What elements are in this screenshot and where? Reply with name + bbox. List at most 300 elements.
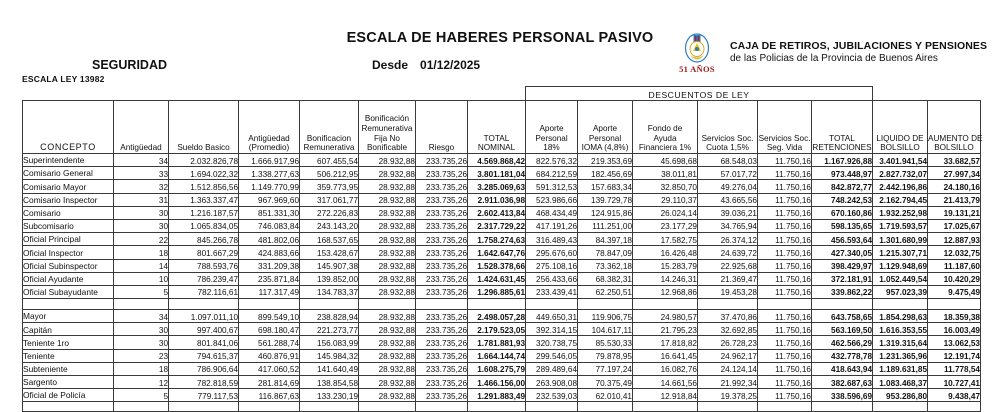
row-fondo-ayuda-financiera: 38.011,81 xyxy=(633,167,698,180)
row-servicios-soc-seg-vida: 11.750,16 xyxy=(758,206,812,219)
row-sueldo-basico: 2.032.826,78 xyxy=(169,154,239,167)
table-row[interactable] xyxy=(23,272,981,285)
logo-years-label: 51 AÑOS xyxy=(679,64,715,74)
row-riesgo: 233.735,26 xyxy=(416,246,468,259)
row-servicios-soc-cuota: 24.962,17 xyxy=(698,349,758,362)
table-row[interactable] xyxy=(23,167,981,180)
row-antiguedad-promedio: 698.180,47 xyxy=(239,323,300,336)
row-sueldo-basico: 786.906,64 xyxy=(169,362,239,375)
spacer-cell xyxy=(578,299,633,310)
row-total-nominal: 1.758.274,63 xyxy=(468,233,526,246)
row-antiguedad-promedio: 561.288,74 xyxy=(239,336,300,349)
row-concepto: Subteniente xyxy=(23,362,114,375)
row-antiguedad-promedio: 1.149.770,99 xyxy=(239,180,300,193)
row-aporte-personal-ioma: 85.530,33 xyxy=(578,336,633,349)
row-sueldo-basico: 1.363.337,47 xyxy=(169,193,239,206)
row-total-retenciones: 563.169,50 xyxy=(812,323,873,336)
row-antiguedad: 30 xyxy=(114,219,169,232)
row-aporte-personal-18: 233.439,41 xyxy=(526,285,578,298)
row-sueldo-basico: 782.818,59 xyxy=(169,376,239,389)
table-row[interactable] xyxy=(23,310,981,323)
row-aporte-personal-ioma: 79.878,95 xyxy=(578,349,633,362)
row-liquido-de-bolsillo: 1.083.468,37 xyxy=(873,376,928,389)
row-aumento-de-bolsillo: 10.420,29 xyxy=(928,272,981,285)
row-sueldo-basico: 1.097.011,10 xyxy=(169,310,239,323)
row-aporte-personal-ioma: 124.915,86 xyxy=(578,206,633,219)
tail-cell xyxy=(23,402,114,412)
row-bonificacion-remunerativa: 272.226,83 xyxy=(300,206,359,219)
row-bonif-fija-no-bonificable: 28.932,88 xyxy=(359,362,416,375)
row-bonificacion-remunerativa: 607.455,54 xyxy=(300,154,359,167)
table-row[interactable] xyxy=(23,336,981,349)
row-antiguedad-promedio: 1.666.917,96 xyxy=(239,154,300,167)
row-total-retenciones: 432.778,78 xyxy=(812,349,873,362)
col-header-antiguedad: Antigüedad xyxy=(114,101,169,154)
row-servicios-soc-cuota: 22.925,68 xyxy=(698,259,758,272)
escala-ley-label: ESCALA LEY 13982 xyxy=(22,74,105,84)
row-total-nominal: 1.291.883,49 xyxy=(468,389,526,402)
row-antiguedad-promedio: 116.867,63 xyxy=(239,389,300,402)
row-bonif-fija-no-bonificable: 28.932,88 xyxy=(359,310,416,323)
row-liquido-de-bolsillo: 1.719.593,57 xyxy=(873,219,928,232)
row-concepto: Oficial Subayudante xyxy=(23,285,114,298)
row-antiguedad: 33 xyxy=(114,167,169,180)
row-servicios-soc-seg-vida: 11.750,16 xyxy=(758,310,812,323)
spacer-cell xyxy=(169,299,239,310)
row-bonif-fija-no-bonificable: 28.932,88 xyxy=(359,180,416,193)
row-bonificacion-remunerativa: 145.984,32 xyxy=(300,349,359,362)
table-row[interactable] xyxy=(23,285,981,298)
organization-name: CAJA DE RETIROS, JUBILACIONES Y PENSIONES xyxy=(730,40,988,52)
row-liquido-de-bolsillo: 1.616.353,55 xyxy=(873,323,928,336)
row-bonificacion-remunerativa: 138.854,58 xyxy=(300,376,359,389)
spacer-cell xyxy=(698,299,758,310)
spacer-cell xyxy=(928,299,981,310)
row-aporte-personal-18: 295.676,60 xyxy=(526,246,578,259)
tail-cell xyxy=(239,402,300,412)
row-riesgo: 233.735,26 xyxy=(416,167,468,180)
row-bonificacion-remunerativa: 168.537,65 xyxy=(300,233,359,246)
row-servicios-soc-cuota: 21.992,34 xyxy=(698,376,758,389)
spacer-cell xyxy=(300,299,359,310)
row-riesgo: 233.735,26 xyxy=(416,272,468,285)
row-antiguedad: 18 xyxy=(114,246,169,259)
table-row[interactable] xyxy=(23,154,981,167)
row-antiguedad: 12 xyxy=(114,376,169,389)
row-fondo-ayuda-financiera: 29.110,37 xyxy=(633,193,698,206)
tail-cell xyxy=(928,402,981,412)
row-total-retenciones: 842.872,77 xyxy=(812,180,873,193)
row-aporte-personal-18: 316.489,43 xyxy=(526,233,578,246)
row-fondo-ayuda-financiera: 12.968,86 xyxy=(633,285,698,298)
row-total-nominal: 3.285.069,63 xyxy=(468,180,526,193)
row-bonificacion-remunerativa: 153.428,67 xyxy=(300,246,359,259)
col-header-riesgo: Riesgo xyxy=(416,101,468,154)
spacer-cell xyxy=(526,299,578,310)
row-sueldo-basico: 786.239,47 xyxy=(169,272,239,285)
row-bonif-fija-no-bonificable: 28.932,88 xyxy=(359,154,416,167)
row-total-nominal: 2.602.413,84 xyxy=(468,206,526,219)
row-riesgo: 233.735,26 xyxy=(416,206,468,219)
row-concepto: Capitán xyxy=(23,323,114,336)
row-antiguedad: 34 xyxy=(114,154,169,167)
row-total-nominal: 1.608.275,79 xyxy=(468,362,526,375)
table-row[interactable] xyxy=(23,193,981,206)
row-bonificacion-remunerativa: 145.907,38 xyxy=(300,259,359,272)
row-aporte-personal-ioma: 62.250,51 xyxy=(578,285,633,298)
col-header-aporte-personal-ioma: Aporte Personal IOMA (4,8%) xyxy=(578,101,633,154)
descuentos-de-ley-band: DESCUENTOS DE LEY xyxy=(526,87,873,101)
row-sueldo-basico: 997.400,67 xyxy=(169,323,239,336)
tail-cell xyxy=(698,402,758,412)
row-servicios-soc-seg-vida: 11.750,16 xyxy=(758,336,812,349)
spacer-cell xyxy=(468,299,526,310)
row-liquido-de-bolsillo: 1.301.680,99 xyxy=(873,233,928,246)
table-row[interactable] xyxy=(23,259,981,272)
row-liquido-de-bolsillo: 953.286,80 xyxy=(873,389,928,402)
row-aporte-personal-ioma: 182.456,69 xyxy=(578,167,633,180)
table-row[interactable] xyxy=(23,233,981,246)
organization-subtitle: de las Policias de la Provincia de Buenos Aires xyxy=(730,53,938,65)
row-fondo-ayuda-financiera: 17.582,75 xyxy=(633,233,698,246)
row-aumento-de-bolsillo: 12.887,93 xyxy=(928,233,981,246)
row-concepto: Oficial Principal xyxy=(23,233,114,246)
row-total-retenciones: 372.181,91 xyxy=(812,272,873,285)
row-liquido-de-bolsillo: 957.023,39 xyxy=(873,285,928,298)
col-header-total-nominal: TOTAL NOMINAL xyxy=(468,101,526,154)
row-total-nominal: 1.781.881,93 xyxy=(468,336,526,349)
row-concepto: Subcomisario xyxy=(23,219,114,232)
table-tail-row xyxy=(23,402,981,412)
row-riesgo: 233.735,26 xyxy=(416,219,468,232)
row-fondo-ayuda-financiera: 32.850,70 xyxy=(633,180,698,193)
col-header-concepto: CONCEPTO xyxy=(23,101,114,154)
row-servicios-soc-seg-vida: 11.750,16 xyxy=(758,233,812,246)
row-bonificacion-remunerativa: 243.143,20 xyxy=(300,219,359,232)
row-total-retenciones: 973.448,97 xyxy=(812,167,873,180)
tail-cell xyxy=(873,402,928,412)
row-servicios-soc-cuota: 24.124,14 xyxy=(698,362,758,375)
row-riesgo: 233.735,26 xyxy=(416,323,468,336)
row-servicios-soc-seg-vida: 11.750,16 xyxy=(758,349,812,362)
row-bonif-fija-no-bonificable: 28.932,88 xyxy=(359,219,416,232)
row-riesgo: 233.735,26 xyxy=(416,180,468,193)
page-header xyxy=(0,0,1000,84)
row-total-retenciones: 670.160,86 xyxy=(812,206,873,219)
table-row[interactable] xyxy=(23,349,981,362)
row-antiguedad: 5 xyxy=(114,285,169,298)
row-sueldo-basico: 801.841,06 xyxy=(169,336,239,349)
row-liquido-de-bolsillo: 1.215.307,71 xyxy=(873,246,928,259)
row-aumento-de-bolsillo: 9.475,49 xyxy=(928,285,981,298)
salary-scale-table xyxy=(22,86,981,412)
row-sueldo-basico: 1.216.187,57 xyxy=(169,206,239,219)
table-row[interactable] xyxy=(23,219,981,232)
tail-cell xyxy=(169,402,239,412)
page-title: ESCALA DE HABERES PERSONAL PASIVO xyxy=(346,30,654,46)
row-aporte-personal-18: 232.539,03 xyxy=(526,389,578,402)
row-antiguedad-promedio: 481.802,06 xyxy=(239,233,300,246)
tail-cell xyxy=(359,402,416,412)
row-sueldo-basico: 1.065.834,05 xyxy=(169,219,239,232)
row-aporte-personal-18: 392.314,15 xyxy=(526,323,578,336)
col-header-fondo-ayuda-financiera: Fondo de Ayuda Financiera 1% xyxy=(633,101,698,154)
effective-date-block xyxy=(372,58,480,72)
row-servicios-soc-seg-vida: 11.750,16 xyxy=(758,285,812,298)
row-aumento-de-bolsillo: 27.997,34 xyxy=(928,167,981,180)
spacer-cell xyxy=(873,299,928,310)
row-total-retenciones: 1.167.926,88 xyxy=(812,154,873,167)
spacer-cell xyxy=(239,299,300,310)
row-total-nominal: 1.528.378,66 xyxy=(468,259,526,272)
row-aporte-personal-ioma: 139.729,78 xyxy=(578,193,633,206)
row-liquido-de-bolsillo: 1.052.449,54 xyxy=(873,272,928,285)
row-concepto: Oficial Subinspector xyxy=(23,259,114,272)
row-aporte-personal-ioma: 78.847,09 xyxy=(578,246,633,259)
tail-cell xyxy=(416,402,468,412)
row-fondo-ayuda-financiera: 45.698,68 xyxy=(633,154,698,167)
row-sueldo-basico: 845.266,78 xyxy=(169,233,239,246)
group-spacer-row xyxy=(23,299,981,310)
row-total-nominal: 3.801.181,04 xyxy=(468,167,526,180)
row-antiguedad-promedio: 281.814,69 xyxy=(239,376,300,389)
row-bonif-fija-no-bonificable: 28.932,88 xyxy=(359,233,416,246)
row-fondo-ayuda-financiera: 15.283,79 xyxy=(633,259,698,272)
row-antiguedad: 5 xyxy=(114,389,169,402)
table-row[interactable] xyxy=(23,246,981,259)
row-servicios-soc-cuota: 32.692,85 xyxy=(698,323,758,336)
row-servicios-soc-cuota: 19.453,28 xyxy=(698,285,758,298)
row-bonif-fija-no-bonificable: 28.932,88 xyxy=(359,285,416,298)
row-total-retenciones: 748.242,53 xyxy=(812,193,873,206)
row-concepto: Comisario Mayor xyxy=(23,180,114,193)
table-row[interactable] xyxy=(23,362,981,375)
row-antiguedad: 31 xyxy=(114,193,169,206)
row-riesgo: 233.735,26 xyxy=(416,193,468,206)
row-servicios-soc-cuota: 21.369,47 xyxy=(698,272,758,285)
col-header-servicios-soc-seg-vida: Servicios Soc. Seg. Vida xyxy=(758,101,812,154)
row-aporte-personal-18: 417.191,26 xyxy=(526,219,578,232)
row-antiguedad-promedio: 746.083,84 xyxy=(239,219,300,232)
row-servicios-soc-seg-vida: 11.750,16 xyxy=(758,362,812,375)
row-bonificacion-remunerativa: 238.828,94 xyxy=(300,310,359,323)
table-row[interactable] xyxy=(23,206,981,219)
row-servicios-soc-cuota: 24.639,72 xyxy=(698,246,758,259)
row-antiguedad-promedio: 967.969,60 xyxy=(239,193,300,206)
row-aporte-personal-ioma: 68.382,31 xyxy=(578,272,633,285)
row-riesgo: 233.735,26 xyxy=(416,389,468,402)
row-liquido-de-bolsillo: 1.189.631,85 xyxy=(873,362,928,375)
row-riesgo: 233.735,26 xyxy=(416,154,468,167)
row-antiguedad-promedio: 424.883,66 xyxy=(239,246,300,259)
table-row[interactable] xyxy=(23,376,981,389)
row-bonif-fija-no-bonificable: 28.932,88 xyxy=(359,206,416,219)
row-fondo-ayuda-financiera: 12.918,84 xyxy=(633,389,698,402)
row-total-retenciones: 598.135,65 xyxy=(812,219,873,232)
row-total-retenciones: 418.643,94 xyxy=(812,362,873,375)
row-antiguedad-promedio: 899.549,10 xyxy=(239,310,300,323)
row-bonif-fija-no-bonificable: 28.932,88 xyxy=(359,376,416,389)
tail-cell xyxy=(578,402,633,412)
row-total-retenciones: 643.758,65 xyxy=(812,310,873,323)
row-aporte-personal-ioma: 73.362,18 xyxy=(578,259,633,272)
col-header-liquido-de-bolsillo: LIQUIDO DE BOLSILLO xyxy=(873,101,928,154)
row-servicios-soc-seg-vida: 11.750,16 xyxy=(758,180,812,193)
row-riesgo: 233.735,26 xyxy=(416,259,468,272)
row-concepto: Teniente 1ro xyxy=(23,336,114,349)
row-aporte-personal-ioma: 84.397,18 xyxy=(578,233,633,246)
row-concepto: Comisario Inspector xyxy=(23,193,114,206)
tail-cell xyxy=(526,402,578,412)
row-fondo-ayuda-financiera: 26.024,14 xyxy=(633,206,698,219)
tail-cell xyxy=(812,402,873,412)
spacer-cell xyxy=(359,299,416,310)
row-concepto: Oficial Inspector xyxy=(23,246,114,259)
row-aporte-personal-18: 289.489,64 xyxy=(526,362,578,375)
row-antiguedad: 32 xyxy=(114,180,169,193)
row-liquido-de-bolsillo: 1.932.252,98 xyxy=(873,206,928,219)
row-sueldo-basico: 794.615,37 xyxy=(169,349,239,362)
row-concepto: Oficial Ayudante xyxy=(23,272,114,285)
row-aporte-personal-ioma: 157.683,34 xyxy=(578,180,633,193)
row-aporte-personal-18: 275.108,16 xyxy=(526,259,578,272)
col-header-aumento-de-bolsillo: AUMENTO DE BOLSILLO xyxy=(928,101,981,154)
col-header-bonificacion-remunerativa: Bonificacion Remunerativa xyxy=(300,101,359,154)
col-header-aporte-personal-18: Aporte Personal 18% xyxy=(526,101,578,154)
row-liquido-de-bolsillo: 2.442.196,86 xyxy=(873,180,928,193)
spacer-cell xyxy=(812,299,873,310)
col-header-servicios-soc-cuota: Servicios Soc. Cuota 1,5% xyxy=(698,101,758,154)
row-antiguedad-promedio: 235.871,84 xyxy=(239,272,300,285)
row-servicios-soc-cuota: 34.765,94 xyxy=(698,219,758,232)
row-bonif-fija-no-bonificable: 28.932,88 xyxy=(359,323,416,336)
organization-block xyxy=(730,40,987,66)
desde-value: 01/12/2025 xyxy=(420,58,481,72)
table-row[interactable] xyxy=(23,323,981,336)
row-antiguedad: 34 xyxy=(114,310,169,323)
row-aumento-de-bolsillo: 21.413,79 xyxy=(928,193,981,206)
row-liquido-de-bolsillo: 2.162.794,45 xyxy=(873,193,928,206)
row-aporte-personal-18: 449.650,31 xyxy=(526,310,578,323)
row-concepto: Comisario xyxy=(23,206,114,219)
row-total-retenciones: 338.596,69 xyxy=(812,389,873,402)
table-row[interactable] xyxy=(23,389,981,402)
spacer-cell xyxy=(23,299,114,310)
row-aporte-personal-ioma: 119.906,75 xyxy=(578,310,633,323)
row-total-nominal: 1.664.144,74 xyxy=(468,349,526,362)
row-total-retenciones: 427.340,05 xyxy=(812,246,873,259)
row-servicios-soc-seg-vida: 11.750,16 xyxy=(758,272,812,285)
row-servicios-soc-cuota: 68.548,03 xyxy=(698,154,758,167)
row-fondo-ayuda-financiera: 16.426,48 xyxy=(633,246,698,259)
row-total-nominal: 1.642.647,76 xyxy=(468,246,526,259)
row-aporte-personal-ioma: 62.010,41 xyxy=(578,389,633,402)
row-servicios-soc-seg-vida: 11.750,16 xyxy=(758,167,812,180)
row-sueldo-basico: 788.593,76 xyxy=(169,259,239,272)
row-liquido-de-bolsillo: 1.231.365,96 xyxy=(873,349,928,362)
row-liquido-de-bolsillo: 1.854.298,63 xyxy=(873,310,928,323)
row-aumento-de-bolsillo: 24.180,16 xyxy=(928,180,981,193)
tail-cell xyxy=(300,402,359,412)
row-antiguedad-promedio: 417.060,52 xyxy=(239,362,300,375)
row-aumento-de-bolsillo: 10.727,41 xyxy=(928,376,981,389)
spacer-cell xyxy=(416,299,468,310)
row-servicios-soc-seg-vida: 11.750,16 xyxy=(758,246,812,259)
col-header-total-retenciones: TOTAL RETENCIONES xyxy=(812,101,873,154)
row-concepto: Teniente xyxy=(23,349,114,362)
row-bonif-fija-no-bonificable: 28.932,88 xyxy=(359,193,416,206)
row-servicios-soc-cuota: 26.728,23 xyxy=(698,336,758,349)
row-antiguedad: 30 xyxy=(114,323,169,336)
row-servicios-soc-cuota: 43.665,56 xyxy=(698,193,758,206)
row-aporte-personal-18: 468.434,49 xyxy=(526,206,578,219)
row-total-retenciones: 398.429,97 xyxy=(812,259,873,272)
row-aporte-personal-ioma: 104.617,11 xyxy=(578,323,633,336)
row-total-nominal: 4.569.868,42 xyxy=(468,154,526,167)
row-aporte-personal-18: 299.546,05 xyxy=(526,349,578,362)
row-total-nominal: 2.498.057,28 xyxy=(468,310,526,323)
row-servicios-soc-cuota: 39.036,21 xyxy=(698,206,758,219)
row-total-retenciones: 339.862,22 xyxy=(812,285,873,298)
row-antiguedad: 18 xyxy=(114,362,169,375)
row-aporte-personal-ioma: 111.251,00 xyxy=(578,219,633,232)
row-riesgo: 233.735,26 xyxy=(416,285,468,298)
band-row xyxy=(23,87,981,101)
row-bonificacion-remunerativa: 134.783,37 xyxy=(300,285,359,298)
row-bonificacion-remunerativa: 156.083,99 xyxy=(300,336,359,349)
row-liquido-de-bolsillo: 1.129.948,69 xyxy=(873,259,928,272)
spacer-cell xyxy=(758,299,812,310)
table-row[interactable] xyxy=(23,180,981,193)
row-servicios-soc-cuota: 57.017,72 xyxy=(698,167,758,180)
row-bonif-fija-no-bonificable: 28.932,88 xyxy=(359,259,416,272)
row-bonif-fija-no-bonificable: 28.932,88 xyxy=(359,246,416,259)
row-servicios-soc-seg-vida: 11.750,16 xyxy=(758,259,812,272)
spacer-cell xyxy=(633,299,698,310)
row-riesgo: 233.735,26 xyxy=(416,362,468,375)
row-servicios-soc-seg-vida: 11.750,16 xyxy=(758,323,812,336)
col-header-antiguedad-promedio: Antigüedad (Promedio) xyxy=(239,101,300,154)
row-fondo-ayuda-financiera: 16.641,45 xyxy=(633,349,698,362)
row-aumento-de-bolsillo: 13.062,53 xyxy=(928,336,981,349)
row-aumento-de-bolsillo: 18.359,38 xyxy=(928,310,981,323)
row-bonif-fija-no-bonificable: 28.932,88 xyxy=(359,336,416,349)
row-bonificacion-remunerativa: 221.273,77 xyxy=(300,323,359,336)
row-fondo-ayuda-financiera: 17.818,82 xyxy=(633,336,698,349)
row-liquido-de-bolsillo: 1.319.315,64 xyxy=(873,336,928,349)
row-total-nominal: 1.296.885,61 xyxy=(468,285,526,298)
row-bonificacion-remunerativa: 139.852,00 xyxy=(300,272,359,285)
row-total-nominal: 2.179.523,05 xyxy=(468,323,526,336)
row-aumento-de-bolsillo: 9.438,47 xyxy=(928,389,981,402)
row-total-nominal: 1.466.156,00 xyxy=(468,376,526,389)
row-liquido-de-bolsillo: 3.401.941,54 xyxy=(873,154,928,167)
row-fondo-ayuda-financiera: 21.795,23 xyxy=(633,323,698,336)
col-header-sueldo-basico: Sueldo Basico xyxy=(169,101,239,154)
row-bonificacion-remunerativa: 141.640,49 xyxy=(300,362,359,375)
row-riesgo: 233.735,26 xyxy=(416,233,468,246)
row-total-retenciones: 382.687,63 xyxy=(812,376,873,389)
row-servicios-soc-cuota: 19.378,25 xyxy=(698,389,758,402)
row-aporte-personal-18: 320.738,75 xyxy=(526,336,578,349)
row-aporte-personal-ioma: 219.353,69 xyxy=(578,154,633,167)
row-aumento-de-bolsillo: 33.682,57 xyxy=(928,154,981,167)
row-concepto: Superintendente xyxy=(23,154,114,167)
row-concepto: Sargento xyxy=(23,376,114,389)
salary-scale-table-wrapper xyxy=(22,86,983,412)
row-total-nominal: 2.911.036,98 xyxy=(468,193,526,206)
row-fondo-ayuda-financiera: 23.177,29 xyxy=(633,219,698,232)
